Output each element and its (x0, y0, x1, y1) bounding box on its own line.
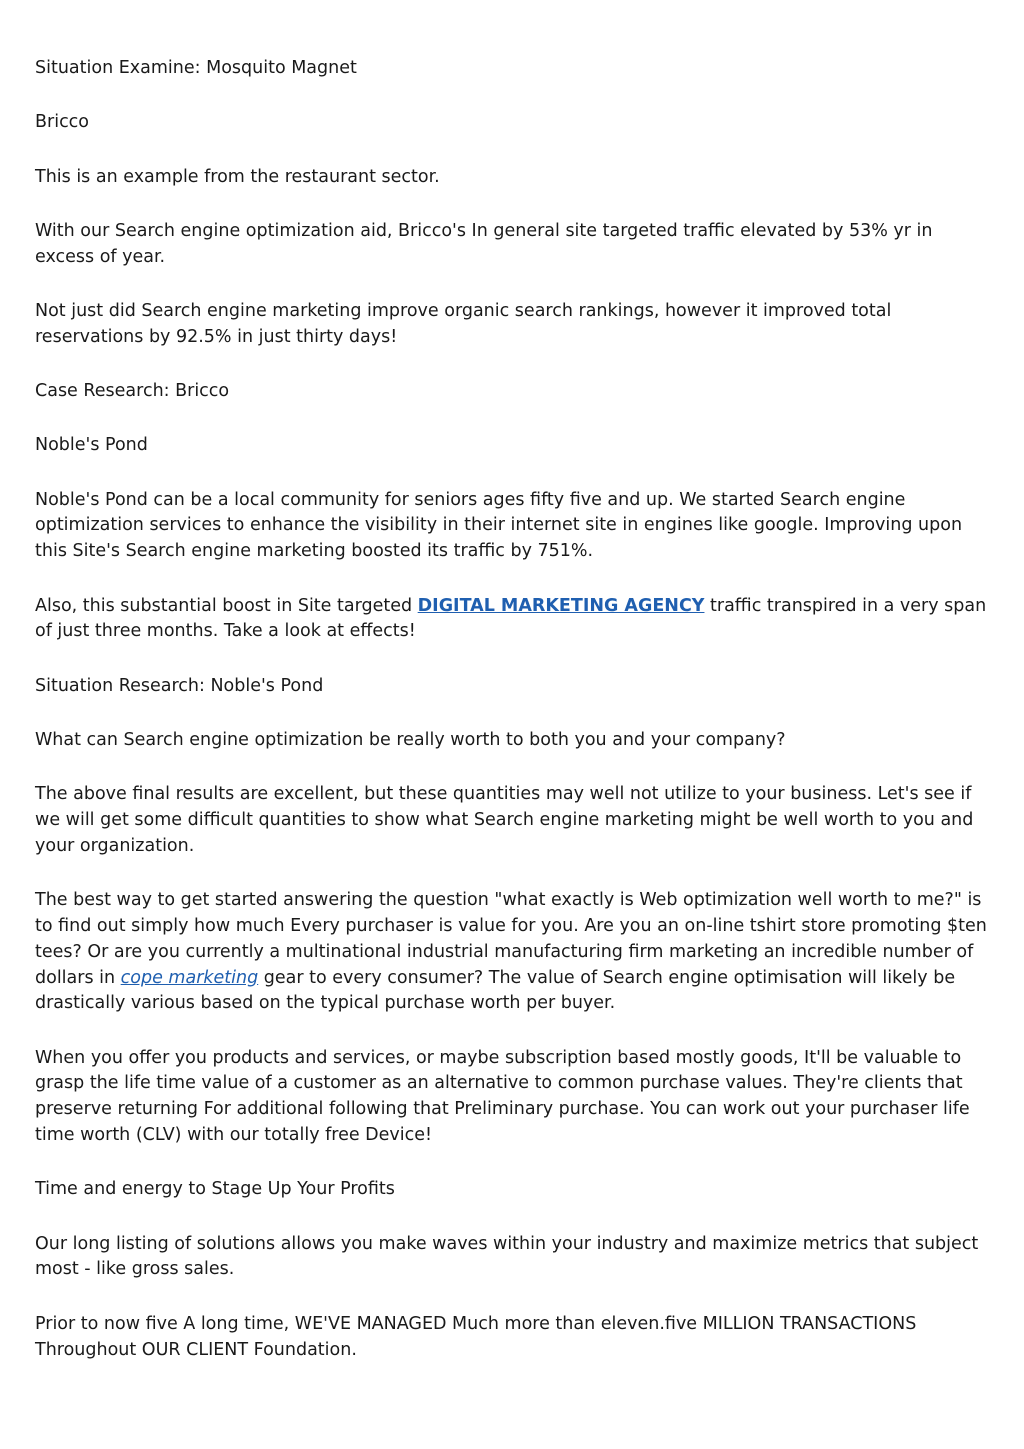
heading-bricco: Bricco (35, 112, 90, 133)
paragraph-text-after-link: gear to every consumer? The value of Search engine optimisation will likely be drastically various based on the typical purchase worth per buyer. (35, 967, 956, 1014)
cope-marketing-link[interactable]: cope marketing (120, 967, 259, 988)
paragraph-restaurant-sector: This is an example from the restaurant sector. (35, 166, 440, 187)
heading-stage-up-profits: Time and energy to Stage Up Your Profits (35, 1179, 395, 1200)
paragraph-purchase-value (35, 888, 993, 1017)
paragraph-bricco-reservations: Not just did Search engine marketing improve organic search rankings, however it improved total reservations by 92.5% in just thirty days! (35, 300, 892, 347)
paragraph-text-before-link: The best way to get started answering the question "what exactly is Web optimization well worth to me?" is to find out simply how much Every purchaser is value for you. Are you an on-line tshirt store promoting $ten tees? Or are you currently a multinational industrial manufacturing firm marketing an incredible number of dollars in (35, 890, 987, 988)
paragraph-customer-lifetime-value: When you offer you products and services, or maybe subscription based mostly goods, It'll be valuable to grasp the life time value of a customer as an alternative to common purchase values. They're clients that preserve returning For additional following that Preliminary purchase. You can work out your purchaser life time worth (CLV) with our totally free Device! (35, 1047, 970, 1146)
digital-marketing-agency-link[interactable]: DIGITAL MARKETING AGENCY (417, 595, 705, 616)
paragraph-solutions-listing: Our long listing of solutions allows you make waves within your industry and maximize metrics that subject most - like gross sales. (35, 1233, 979, 1280)
heading-nobles-pond: Noble's Pond (35, 435, 148, 456)
paragraph-nobles-pond-description: Noble's Pond can be a local community for seniors ages fifty five and up. We started Search engine optimization services to enhance the visibility in their internet site in engines like google. Improving upon this Site's Search engine marketing boosted its traffic by 751%. (35, 489, 963, 562)
paragraph-nobles-pond-traffic (35, 594, 993, 646)
heading-mosquito-magnet: Situation Examine: Mosquito Magnet (35, 58, 357, 78)
heading-situation-research-nobles-pond: Situation Research: Noble's Pond (35, 675, 324, 696)
document-body (35, 56, 993, 1392)
paragraph-text-before-link: Also, this substantial boost in Site targeted (35, 595, 418, 616)
paragraph-results-intro: The above final results are excellent, but these quantities may well not utilize to your business. Let's see if we will get some difficult quantities to show what Search engine marketing might be well worth to you and your organization. (35, 784, 974, 856)
paragraph-text-after-link: traffic transpired in a very span of just three months. Take a look at effects! (35, 595, 987, 642)
paragraph-bricco-traffic: With our Search engine optimization aid, Bricco's In general site targeted traffic elevated by 53% yr in excess of year. (35, 220, 933, 267)
paragraph-transactions-managed: Prior to now five A long time, WE'VE MANAGED Much more than eleven.five MILLION TRANSACTIONS Throughout OUR CLIENT Foundation. (35, 1313, 917, 1360)
heading-case-research-bricco: Case Research: Bricco (35, 381, 230, 402)
paragraph-seo-worth-question: What can Search engine optimization be really worth to both you and your company? (35, 729, 786, 750)
